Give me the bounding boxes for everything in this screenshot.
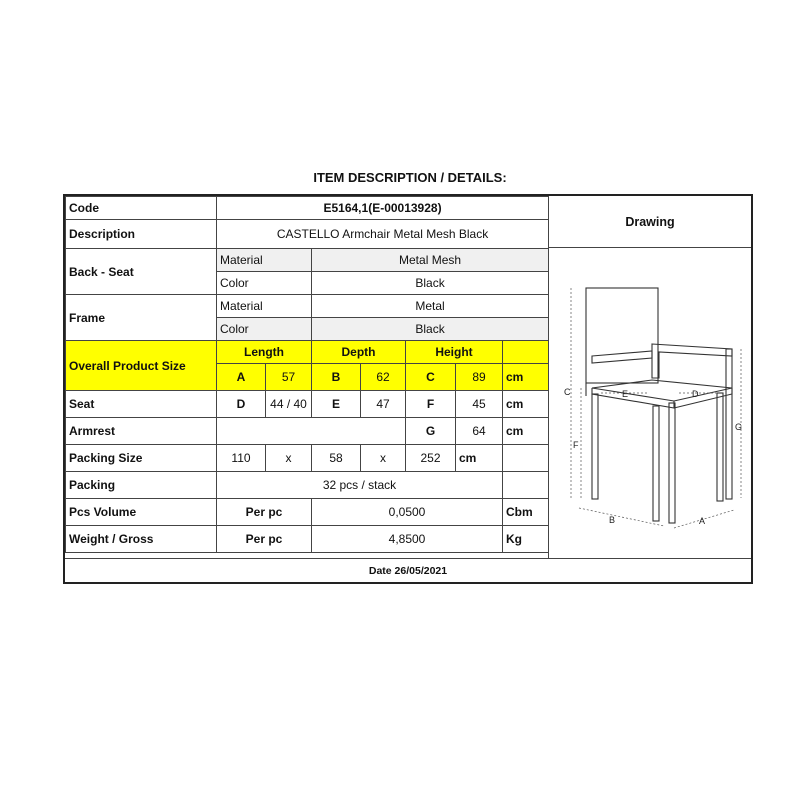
weight-unit: Kg — [503, 526, 549, 553]
chair-armrest-right — [652, 344, 732, 378]
height-header: Height — [406, 341, 503, 364]
packing-size-x2: x — [361, 445, 406, 472]
code-label: Code — [66, 197, 217, 220]
spec-sheet — [63, 194, 753, 584]
dim-label-a: A — [699, 516, 706, 526]
packing-size-width: 58 — [312, 445, 361, 472]
length-header: Length — [217, 341, 312, 364]
frame-material-label: Material — [217, 295, 312, 318]
dim-e-value: 47 — [361, 391, 406, 418]
packing-row — [66, 472, 549, 499]
dim-line-b — [579, 508, 664, 526]
dim-b-value: 62 — [361, 364, 406, 391]
back-seat-label: Back - Seat — [66, 249, 217, 295]
dim-a-letter: A — [217, 364, 266, 391]
dim-label-g: G — [735, 422, 743, 432]
dim-e-letter: E — [312, 391, 361, 418]
pcs-volume-label: Pcs Volume — [66, 499, 217, 526]
weight-per: Per pc — [217, 526, 312, 553]
armrest-spacer — [217, 418, 406, 445]
chair-seat-edge — [592, 388, 674, 408]
pcs-volume-row — [66, 499, 549, 526]
pcs-volume-value: 0,0500 — [312, 499, 503, 526]
dim-label-d: D — [692, 389, 699, 399]
chair-leg-front-center — [653, 406, 659, 521]
code-value: E5164,1(E-00013928) — [217, 197, 549, 220]
chair-armrest-left — [592, 351, 652, 363]
page-title: ITEM DESCRIPTION / DETAILS: — [313, 170, 507, 185]
packing-size-x1: x — [266, 445, 312, 472]
frame-color-label: Color — [217, 318, 312, 341]
chair-leg-front-left — [592, 394, 598, 499]
date-footer: Date 26/05/2021 — [65, 558, 751, 583]
overall-header-spacer — [503, 341, 549, 364]
dim-label-c: C — [564, 387, 571, 397]
armrest-unit: cm — [503, 418, 549, 445]
weight-label: Weight / Gross — [66, 526, 217, 553]
back-seat-material-value: Metal Mesh — [312, 249, 549, 272]
frame-material-value: Metal — [312, 295, 549, 318]
packing-label: Packing — [66, 472, 217, 499]
packing-size-length: 110 — [217, 445, 266, 472]
code-row — [66, 197, 549, 220]
pcs-volume-unit: Cbm — [503, 499, 549, 526]
back-seat-color-value: Black — [312, 272, 549, 295]
description-value: CASTELLO Armchair Metal Mesh Black — [217, 220, 549, 249]
packing-size-spacer — [503, 445, 549, 472]
weight-value: 4,8500 — [312, 526, 503, 553]
back-seat-color-label: Color — [217, 272, 312, 295]
packing-size-row — [66, 445, 549, 472]
chair-leg-front-right — [669, 403, 675, 523]
pcs-volume-per: Per pc — [217, 499, 312, 526]
packing-value: 32 pcs / stack — [217, 472, 503, 499]
dim-a-value: 57 — [266, 364, 312, 391]
packing-size-unit: cm — [456, 445, 503, 472]
dim-g-value: 64 — [456, 418, 503, 445]
dim-d-letter: D — [217, 391, 266, 418]
seat-row — [66, 391, 549, 418]
dim-label-f: F — [573, 440, 579, 450]
description-row — [66, 220, 549, 249]
description-label: Description — [66, 220, 217, 249]
weight-row — [66, 526, 549, 553]
seat-label: Seat — [66, 391, 217, 418]
spec-table — [65, 196, 549, 553]
packing-spacer — [503, 472, 549, 499]
dim-b-letter: B — [312, 364, 361, 391]
packing-size-label: Packing Size — [66, 445, 217, 472]
overall-size-label: Overall Product Size — [66, 341, 217, 391]
dim-d-value: 44 / 40 — [266, 391, 312, 418]
back-seat-material-label: Material — [217, 249, 312, 272]
dim-f-value: 45 — [456, 391, 503, 418]
dim-c-letter: C — [406, 364, 456, 391]
drawing-header: Drawing — [548, 196, 751, 248]
chair-drawing-svg — [549, 248, 752, 558]
depth-header: Depth — [312, 341, 406, 364]
overall-size-header-row — [66, 341, 549, 364]
dim-g-letter: G — [406, 418, 456, 445]
chair-drawing — [548, 248, 751, 558]
dim-label-e: E — [622, 389, 629, 399]
dim-c-value: 89 — [456, 364, 503, 391]
frame-material-row — [66, 295, 549, 318]
chair-arm-post — [726, 349, 732, 499]
armrest-row — [66, 418, 549, 445]
frame-label: Frame — [66, 295, 217, 341]
frame-color-value: Black — [312, 318, 549, 341]
dim-label-b: B — [609, 515, 616, 525]
chair-leg-back-right — [717, 393, 723, 501]
back-seat-material-row — [66, 249, 549, 272]
packing-size-height: 252 — [406, 445, 456, 472]
chair-backrest — [586, 288, 658, 383]
armrest-label: Armrest — [66, 418, 217, 445]
overall-unit: cm — [503, 364, 549, 391]
seat-unit: cm — [503, 391, 549, 418]
dim-f-letter: F — [406, 391, 456, 418]
